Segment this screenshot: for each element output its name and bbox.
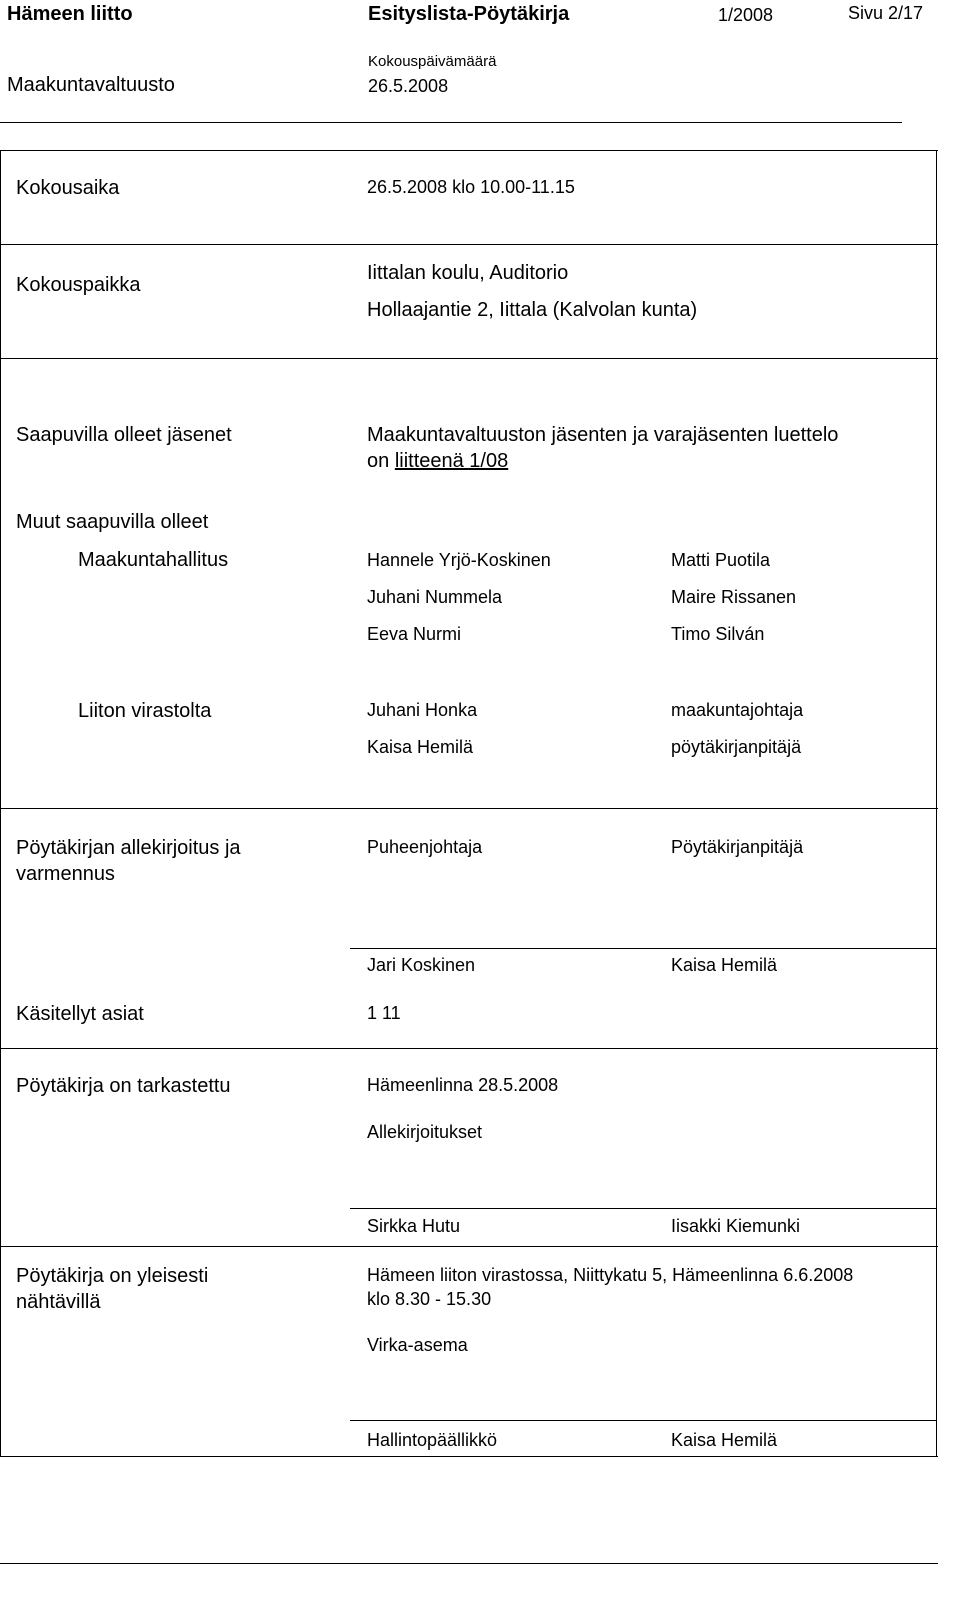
position-holder: Kaisa Hemilä [671, 1430, 778, 1450]
board-member: Matti Puotila [671, 550, 771, 570]
secretary-role: Pöytäkirjanpitäjä [671, 837, 804, 857]
org-name: Hämeen liitto [7, 3, 133, 25]
others-label: Muut saapuvilla olleet [16, 511, 209, 533]
meeting-place-label: Kokouspaikka [16, 274, 141, 296]
chair-name: Jari Koskinen [367, 955, 476, 975]
signatures-label-line2: varmennus [16, 863, 115, 885]
attachment-link[interactable]: liitteenä 1/08 [394, 450, 509, 472]
attendees-label: Saapuvilla olleet jäsenet [16, 424, 232, 446]
document-number: 1/2008 [718, 5, 774, 25]
table-right-border [936, 150, 937, 1456]
signature-line [350, 1420, 936, 1421]
office-person: Kaisa Hemilä [367, 737, 474, 757]
body-name: Maakuntavaltuusto [7, 74, 175, 96]
checker-name: Sirkka Hutu [367, 1216, 461, 1236]
divider [0, 1246, 938, 1247]
meeting-time-value: 26.5.2008 klo 10.00-11.15 [367, 177, 575, 197]
footer-rule [0, 1563, 938, 1564]
board-label: Maakuntahallitus [78, 549, 229, 571]
attendees-text-line1: Maakuntavaltuuston jäsenten ja varajäsenten luettelo [367, 424, 839, 446]
header-rule [0, 122, 902, 123]
position-title: Hallintopäällikkö [367, 1430, 498, 1450]
public-label-line2: nähtävillä [16, 1291, 101, 1313]
signature-line [350, 1208, 936, 1209]
public-label-line1: Pöytäkirja on yleisesti [16, 1265, 209, 1287]
meeting-place-line2: Hollaajantie 2, Iittala (Kalvolan kunta) [367, 299, 698, 321]
meeting-time-label: Kokousaika [16, 177, 120, 199]
board-member: Timo Silván [671, 624, 765, 644]
public-text-line1: Hämeen liiton virastossa, Niittykatu 5, Hämeenlinna 6.6.2008 [367, 1265, 854, 1285]
table-top-border [0, 150, 938, 151]
office-person: Juhani Honka [367, 700, 478, 720]
table-left-border [0, 150, 1, 1456]
secretary-name: Kaisa Hemilä [671, 955, 778, 975]
items-value: 1 11 [367, 1003, 401, 1023]
meeting-date: 26.5.2008 [368, 76, 449, 96]
divider [0, 358, 938, 359]
signatures-label-line1: Pöytäkirjan allekirjoitus ja [16, 837, 241, 859]
attendees-prefix: on [367, 450, 395, 472]
public-text-line2: klo 8.30 - 15.30 [367, 1289, 492, 1309]
divider [0, 244, 938, 245]
divider [0, 808, 938, 809]
checked-label: Pöytäkirja on tarkastettu [16, 1075, 231, 1097]
document-type: Esityslista-Pöytäkirja [368, 3, 570, 25]
checked-place-date: Hämeenlinna 28.5.2008 [367, 1075, 559, 1095]
chair-role: Puheenjohtaja [367, 837, 483, 857]
attendees-text-line2 [367, 450, 508, 473]
office-role: pöytäkirjanpitäjä [671, 737, 802, 757]
board-member: Hannele Yrjö-Koskinen [367, 550, 551, 570]
board-member: Juhani Nummela [367, 587, 503, 607]
date-label: Kokouspäivämäärä [368, 53, 497, 70]
checker-name: Iisakki Kiemunki [671, 1216, 801, 1236]
office-role: maakuntajohtaja [671, 700, 804, 720]
office-label: Liiton virastolta [78, 700, 212, 722]
signatures-caption: Allekirjoitukset [367, 1122, 483, 1142]
meeting-place-line1: Iittalan koulu, Auditorio [367, 262, 569, 284]
board-member: Eeva Nurmi [367, 624, 462, 644]
divider [0, 1048, 938, 1049]
signature-line [350, 948, 936, 949]
page-number: Sivu 2/17 [848, 3, 924, 23]
table-bottom-border [0, 1456, 938, 1457]
items-label: Käsitellyt asiat [16, 1003, 144, 1025]
position-label: Virka-asema [367, 1335, 468, 1355]
board-member: Maire Rissanen [671, 587, 797, 607]
